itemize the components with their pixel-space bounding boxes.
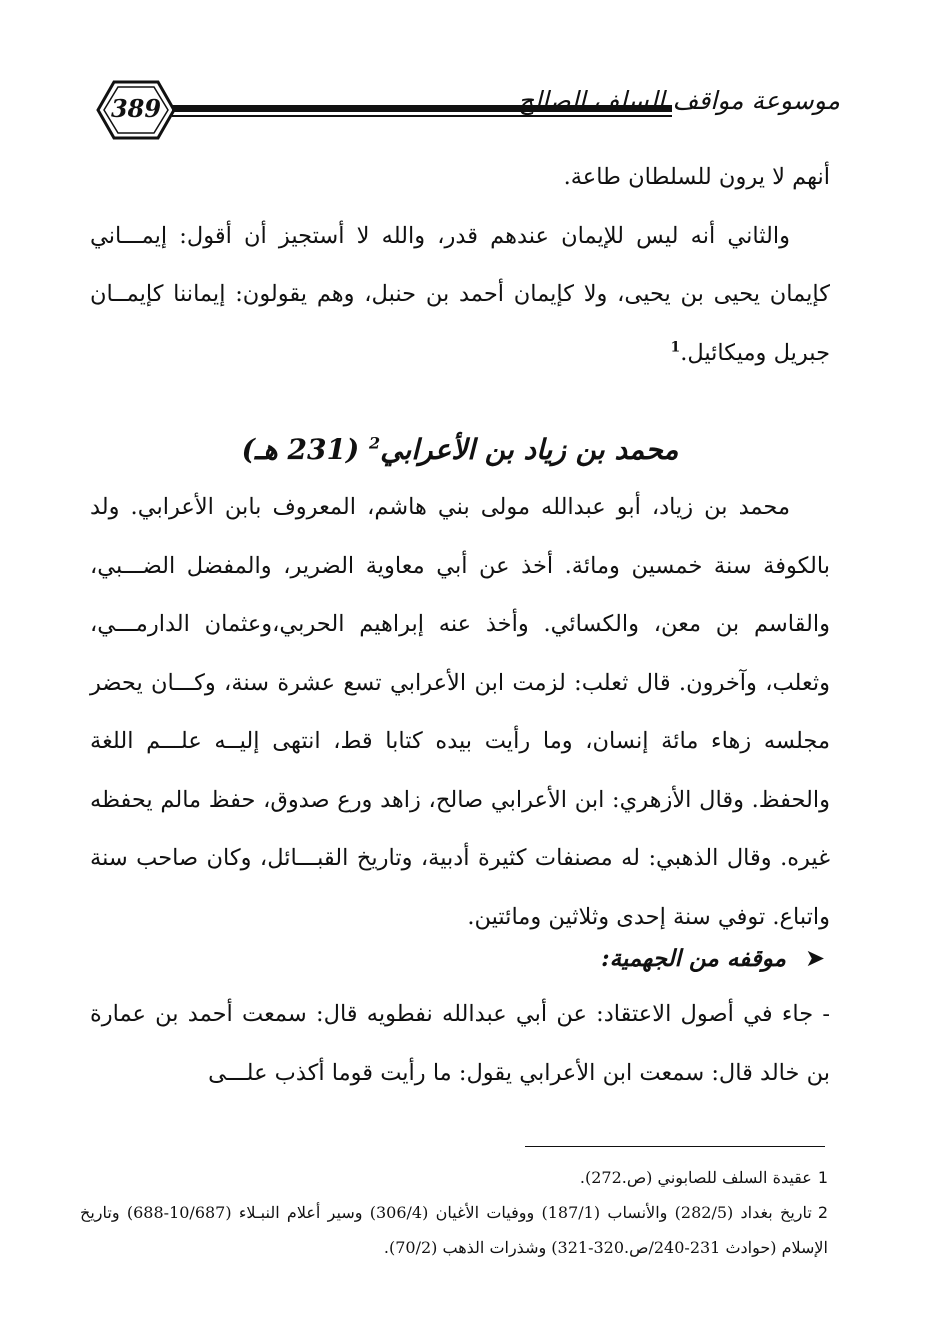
- biography-text: [90, 478, 830, 946]
- section-heading: [90, 420, 830, 480]
- paragraph: أنهم لا يرون للسلطان طاعة.: [563, 164, 830, 190]
- page-number: 389: [110, 94, 162, 123]
- footnote-ref: 2: [368, 433, 381, 453]
- heading-name: محمد بن زياد بن الأعرابي: [380, 433, 679, 466]
- footnote-ref: 1: [670, 339, 681, 355]
- arrow-icon: ➤: [804, 944, 826, 972]
- subheading-text: موقفه من الجهمية:: [601, 945, 786, 972]
- page-header: [96, 72, 840, 154]
- quote-text: [90, 985, 830, 1102]
- footnote-number: 1: [817, 1168, 828, 1187]
- footnotes: [80, 1160, 828, 1265]
- paragraph-text: والثاني أنه ليس للإيمان عندهم قدر، والله لا أستجيز أن أقول: إيمـــاني كإيمان يحيى بن يحيى، ولا كإيمان أحمد بن حنبل، وهم يقولون: إيماننا كإيمــان جبريل وميكائيل.: [90, 222, 830, 366]
- footnote-text: عقيدة السلف للصابوني (ص.272).: [579, 1168, 812, 1187]
- footnote: [80, 1195, 828, 1265]
- footnote-text: تاريخ بغداد (282/5) والأنساب (187/1) ووفيات الأغيان (306/4) وسير أعلام النبـلاء (10/687-688) وتاريخ الإسلام (حوادث 231-240/ص.320-321) وشذرات الذهب (70/2).: [80, 1203, 828, 1257]
- footnote-number: 2: [817, 1203, 829, 1222]
- paragraph: محمد بن زياد، أبو عبدالله مولى بني هاشم، المعروف بابن الأعرابي. ولد بالكوفة سنة خمسين ومائة. أخذ عن أبي معاوية الضرير، والمفضل الضـــبي، والقاسم بن معن، والكسائي. وأخذ عنه إبراهيم الحربي،وعثمان الدارمـــي، وثعلب، وآخرون. قال ثعلب: لزمت ابن الأعرابي تسع عشرة سنة، وكـــان يحضر مجلسه زهاء مائة إنسان، وما رأيت بيده كتابا قط، انتهى إليــه علـــم اللغة والحفظ. وقال الأزهري: ابن الأعرابي صالح، زاهد ورع صدوق، حفظ مالم يحفظه غيره. وقال الذهبي: له مصنفات كثيرة أدبية، وتاريخ القبـــائل، وكان صاحب سنة واتباع. توفي سنة إحدى وثلاثين ومائتين.: [90, 494, 830, 930]
- paragraph: - جاء في أصول الاعتقاد: عن أبي عبدالله نفطويه قال: سمعت أحمد بن عمارة بن خالد قال: سمعت ابن الأعرابي يقول: ما رأيت قوما أكذب علـــى: [90, 1001, 830, 1086]
- footnote: [80, 1160, 828, 1195]
- book-title: موسوعة مواقف السلف الصالح: [517, 86, 840, 115]
- continuation-text: [90, 148, 830, 382]
- footnote-divider: [525, 1146, 825, 1147]
- page-number-badge: [96, 76, 176, 144]
- paragraph: [90, 207, 830, 383]
- heading-year: (231 هـ): [241, 433, 360, 466]
- subheading: [90, 930, 830, 986]
